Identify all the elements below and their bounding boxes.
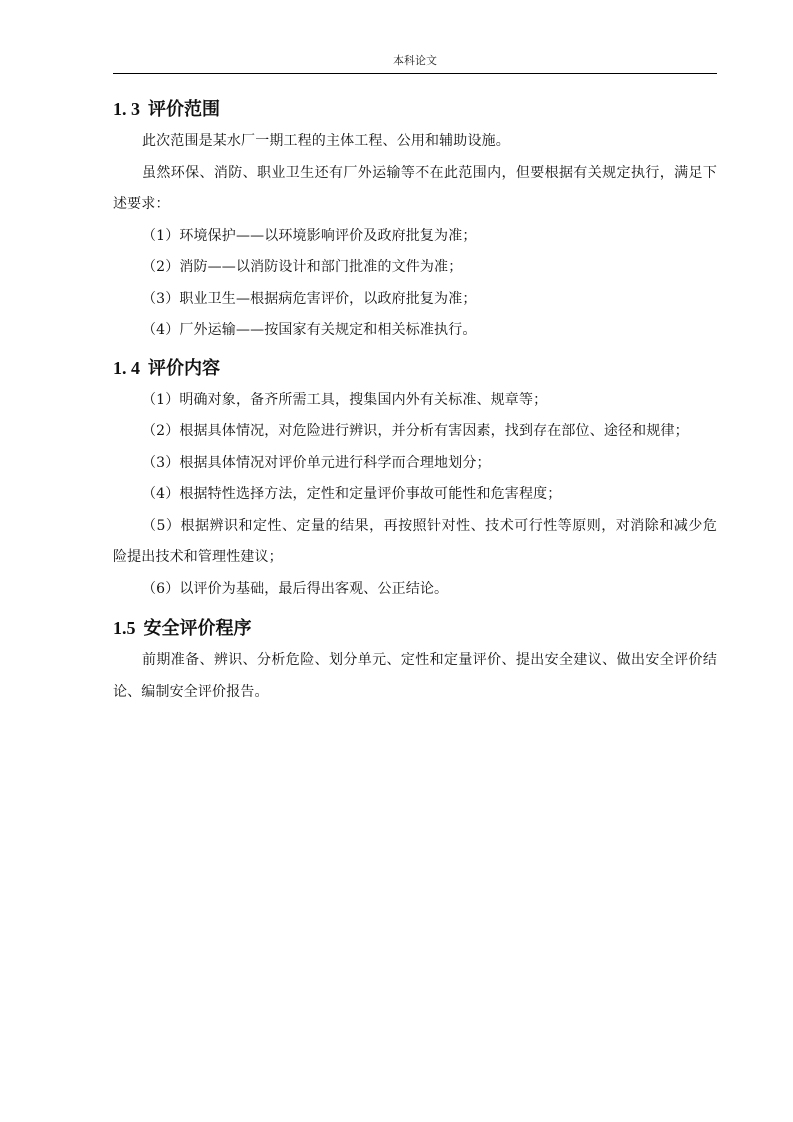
section-evaluation-content: [113, 351, 717, 606]
section-number: 1.5: [113, 618, 136, 638]
list-item: （1）环境保护——以环境影响评价及政府批复为准；: [142, 227, 477, 244]
paragraph: 此次范围是某水厂一期工程的主体工程、公用和辅助设施。: [142, 133, 510, 149]
section-safety-evaluation-procedure: [113, 611, 717, 708]
list-item: （2）根据具体情况，对危险进行辨识，并分析有害因素，找到存在部位、途径和规律；: [142, 423, 689, 439]
section-heading: [113, 611, 717, 645]
list-item: （3）职业卫生—根据病危害评价，以政府批复为准；: [142, 290, 477, 307]
header-rule: [113, 73, 717, 74]
section-title: 评价内容: [148, 357, 220, 379]
document-body: [113, 92, 717, 708]
paragraph: 前期准备、辨识、分析危险、划分单元、定性和定量评价、提出安全建议、做出安全评价结论、编制安全评价报告。: [113, 652, 717, 700]
section-evaluation-scope: [113, 92, 717, 347]
list-item: （3）根据具体情况对评价单元进行科学而合理地划分；: [142, 454, 491, 471]
list-item: （6）以评价为基础，最后得出客观、公正结论。: [142, 580, 449, 597]
section-heading: [113, 351, 717, 385]
section-title: 评价范围: [148, 99, 220, 120]
list-item: （1）明确对象，备齐所需工具，搜集国内外有关标准、规章等；: [142, 391, 548, 408]
section-number: 1. 4: [113, 357, 140, 378]
running-header: 本科论文: [393, 54, 437, 67]
section-title: 安全评价程序: [143, 618, 252, 639]
paragraph: 虽然环保、消防、职业卫生还有厂外运输等不在此范围内，但要根据有关规定执行，满足下述要求：: [113, 164, 717, 212]
section-number: 1. 3: [113, 99, 140, 119]
section-heading: [113, 92, 717, 126]
list-item: （4）根据特性选择方法，定性和定量评价事故可能性和危害程度；: [142, 486, 562, 502]
list-item: （5）根据辨识和定性、定量的结果，再按照针对性、技术可行性等原则，对消除和减少危险提出技术和管理性建议；: [113, 517, 717, 565]
list-item: （2）消防——以消防设计和部门批准的文件为准；: [142, 259, 463, 275]
list-item: （4）厂外运输——按国家有关规定和相关标准执行。: [142, 322, 477, 338]
